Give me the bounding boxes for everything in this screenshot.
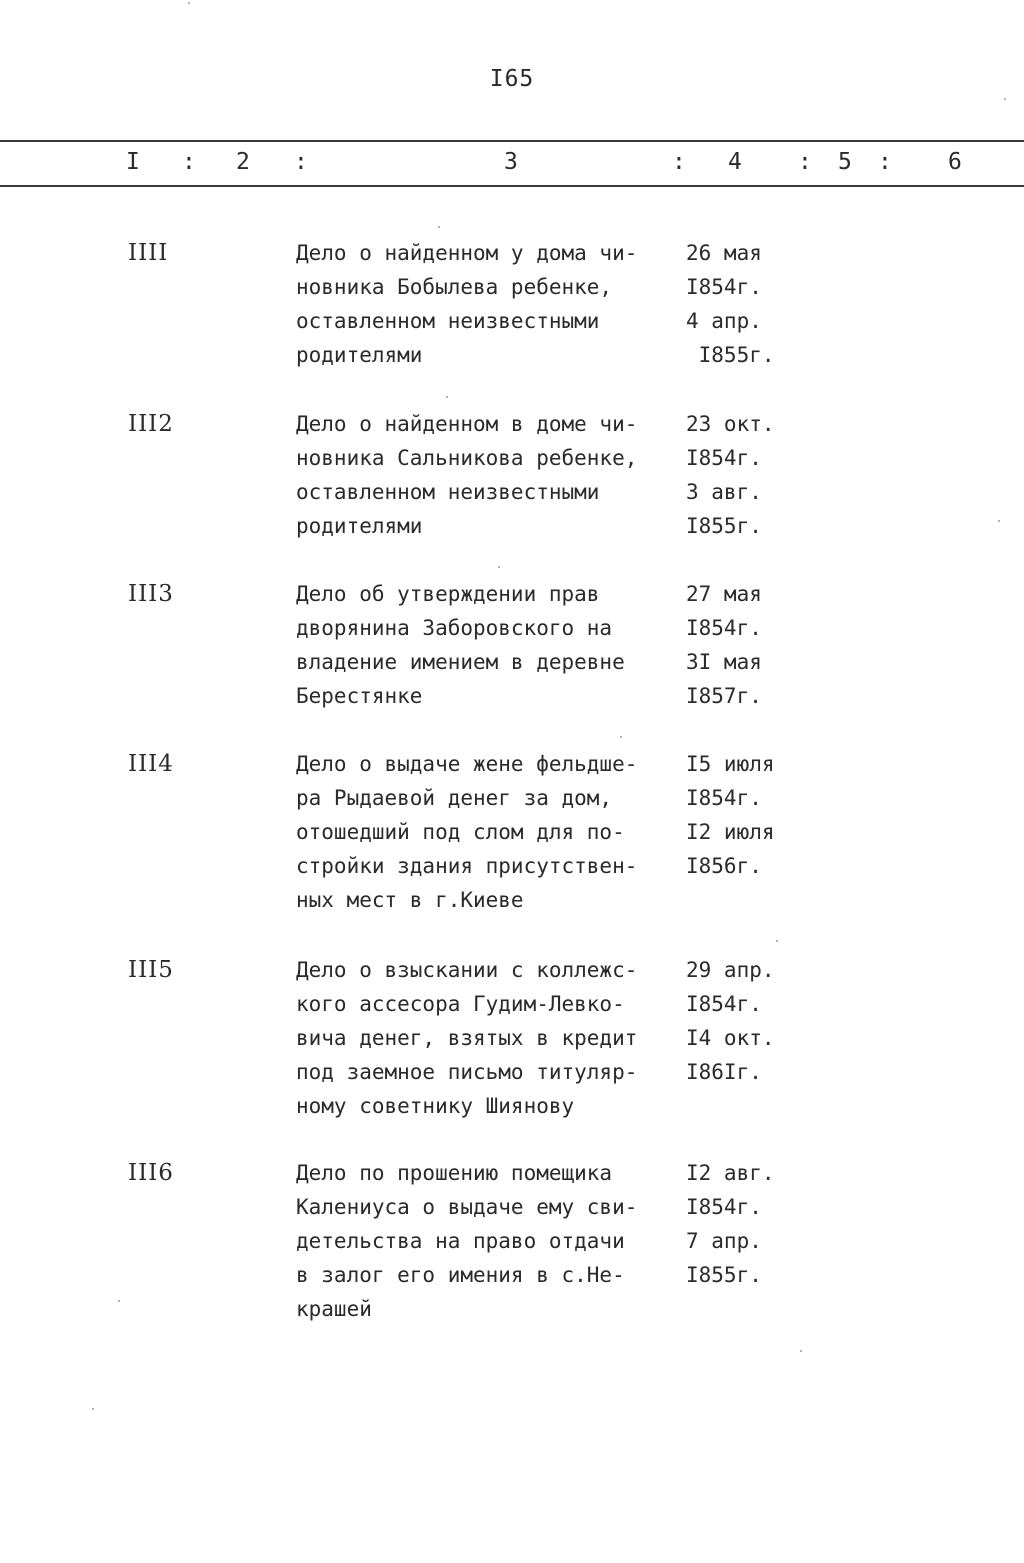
entry-description — [296, 953, 681, 1123]
column-header-6: 6 — [948, 149, 962, 175]
description-line: крашей — [296, 1297, 372, 1321]
entry-dates — [686, 577, 806, 713]
date-line: I854г. — [686, 786, 762, 810]
column-separator: : — [182, 149, 196, 175]
scan-speck — [620, 736, 622, 738]
entry-dates — [686, 747, 806, 883]
entry-dates — [686, 407, 806, 543]
date-line: 4 апр. — [686, 309, 762, 333]
column-header-1: I — [126, 149, 140, 175]
column-header-5: 5 — [838, 149, 852, 175]
entry-description — [296, 1156, 681, 1326]
column-header-3: 3 — [504, 149, 518, 175]
description-line: детельства на право отдачи — [296, 1229, 625, 1253]
description-line: кого ассесора Гудим-Левко- — [296, 992, 625, 1016]
description-line: отошедший под слом для по- — [296, 820, 625, 844]
date-line: 29 апр. — [686, 958, 775, 982]
description-line: вича денег, взятых в кредит — [296, 1026, 638, 1050]
entry-number: IIII — [128, 240, 169, 266]
column-header-4: 4 — [728, 149, 742, 175]
scan-speck — [498, 566, 500, 568]
description-line: родителями — [296, 514, 423, 538]
entry-description — [296, 577, 681, 713]
date-line: I855г. — [686, 514, 762, 538]
description-line: Дело о взыскании с коллежс- — [296, 958, 638, 982]
date-line: I2 июля — [686, 820, 775, 844]
date-line: I854г. — [686, 616, 762, 640]
entry-description — [296, 236, 681, 372]
entry-number: III2 — [128, 411, 174, 437]
description-line: Калениуса о выдаче ему сви- — [296, 1195, 638, 1219]
description-line: дворянина Заборовского на — [296, 616, 613, 640]
entry-number: III3 — [128, 581, 174, 607]
description-line: ных мест в г.Киеве — [296, 888, 524, 912]
column-separator: : — [798, 149, 812, 175]
description-line: новника Сальникова ребенке, — [296, 446, 638, 470]
date-line: I5 июля — [686, 752, 775, 776]
entry-dates — [686, 1156, 806, 1292]
date-line: I855г. — [686, 1263, 762, 1287]
scan-speck — [800, 1350, 802, 1352]
description-line: под заемное письмо титуляр- — [296, 1060, 638, 1084]
date-line: 23 окт. — [686, 412, 775, 436]
date-line: I856г. — [686, 854, 762, 878]
column-separator: : — [294, 149, 308, 175]
entry-dates — [686, 953, 806, 1089]
description-line: Дело о найденном в доме чи- — [296, 412, 638, 436]
entry-dates — [686, 236, 806, 372]
header-rule-top — [0, 140, 1024, 142]
scan-speck — [998, 520, 1000, 522]
description-line: Дело о выдаче жене фельдше- — [296, 752, 638, 776]
date-line: I854г. — [686, 275, 762, 299]
date-line: I855г. — [686, 343, 775, 367]
entry-number: III6 — [128, 1160, 174, 1186]
date-line: 26 мая — [686, 241, 762, 265]
column-separator: : — [672, 149, 686, 175]
description-line: стройки здания присутствен- — [296, 854, 638, 878]
entry-description — [296, 747, 681, 917]
entry-number: III4 — [128, 751, 174, 777]
description-line: родителями — [296, 343, 423, 367]
date-line: I86Iг. — [686, 1060, 762, 1084]
column-header-2: 2 — [236, 149, 250, 175]
description-line: в залог его имения в с.Не- — [296, 1263, 625, 1287]
header-rule-bottom — [0, 185, 1024, 187]
date-line: 3I мая — [686, 650, 762, 674]
date-line: I857г. — [686, 684, 762, 708]
scan-speck — [118, 1300, 120, 1302]
date-line: I854г. — [686, 1195, 762, 1219]
date-line: 7 апр. — [686, 1229, 762, 1253]
description-line: новника Бобылева ребенке, — [296, 275, 613, 299]
description-line: оставленном неизвестными — [296, 309, 600, 333]
scan-speck — [92, 1408, 94, 1410]
description-line: Берестянке — [296, 684, 423, 708]
description-line: ному советнику Шиянову — [296, 1094, 575, 1118]
date-line: 3 авг. — [686, 480, 762, 504]
date-line: 27 мая — [686, 582, 762, 606]
description-line: оставленном неизвестными — [296, 480, 600, 504]
scan-speck — [438, 226, 440, 228]
entry-number: III5 — [128, 957, 174, 983]
scan-speck — [188, 2, 190, 4]
scan-speck — [776, 940, 778, 942]
date-line: I854г. — [686, 992, 762, 1016]
entry-description — [296, 407, 681, 543]
description-line: Дело об утверждении прав — [296, 582, 600, 606]
column-separator: : — [878, 149, 892, 175]
date-line: I4 окт. — [686, 1026, 775, 1050]
description-line: Дело о найденном у дома чи- — [296, 241, 638, 265]
description-line: владение имением в деревне — [296, 650, 625, 674]
scan-speck — [1004, 98, 1006, 100]
date-line: I2 авг. — [686, 1161, 775, 1185]
page-number: I65 — [489, 66, 535, 92]
scan-speck — [446, 396, 448, 398]
description-line: ра Рыдаевой денег за дом, — [296, 786, 613, 810]
description-line: Дело по прошению помещика — [296, 1161, 613, 1185]
date-line: I854г. — [686, 446, 762, 470]
